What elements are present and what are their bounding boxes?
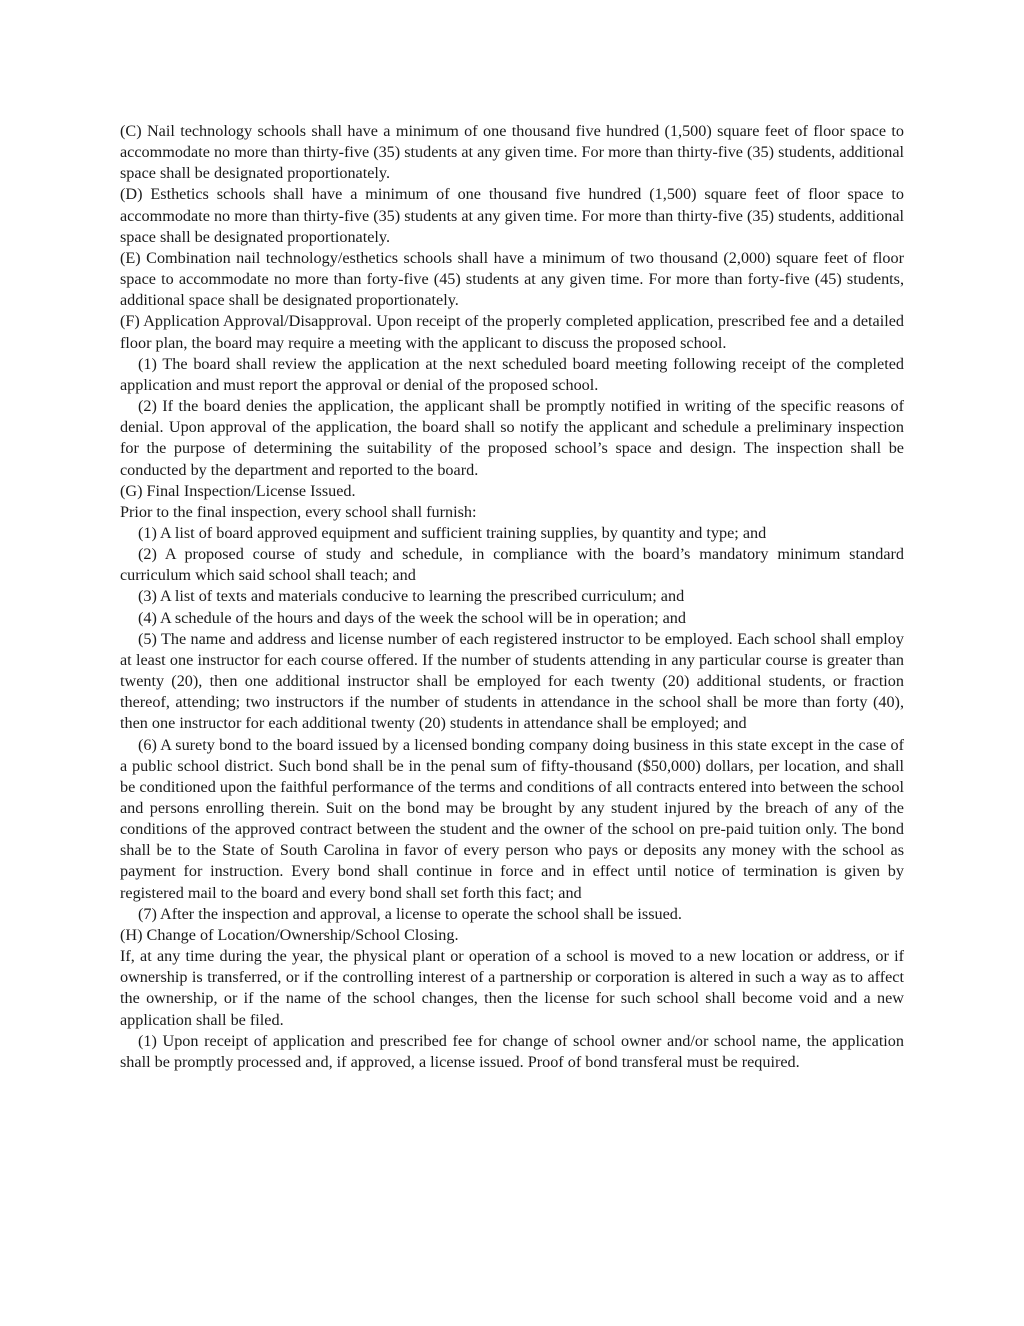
paragraph-h-intro: If, at any time during the year, the physical plant or operation of a school is moved to a new location or address, or if ownership is transferred, or if the controlling interest of a partnership or corporation is altered in such a way as to affect the ownership, or if the name of the school changes, then the license for such school shall become void and a new application shall be filed. bbox=[120, 947, 904, 1029]
heading-g-final-inspection: (G) Final Inspection/License Issued. bbox=[120, 481, 356, 500]
paragraph-e-combination: (E) Combination nail technology/esthetics schools shall have a minimum of two thousand (2,000) square feet of floor space to accommodate no more than forty-five (45) students at any given time. For more than forty-five (45) students, additional space shall be designated proportionately. bbox=[120, 248, 904, 310]
paragraph-g-intro: Prior to the final inspection, every school shall furnish: bbox=[120, 502, 477, 521]
paragraph-g-2: (2) A proposed course of study and schedule, in compliance with the board’s mandatory minimum standard curriculum which said school shall teach; and bbox=[120, 545, 904, 585]
paragraph-f-application-approval: (F) Application Approval/Disapproval. Upon receipt of the properly completed application, prescribed fee and a detailed floor plan, the board may require a meeting with the applicant to discuss the proposed school. bbox=[120, 312, 904, 352]
paragraph-f-2: (2) If the board denies the application, the applicant shall be promptly notified in writing of the specific reasons of denial. Upon approval of the application, the board shall so notify the applicant and schedule a preliminary inspection for the purpose of determining the suitability of the proposed school’s space and design. The inspection shall be conducted by the department and reported to the board. bbox=[120, 397, 904, 479]
paragraph-g-7: (7) After the inspection and approval, a license to operate the school shall be issued. bbox=[138, 904, 682, 923]
paragraph-f-1: (1) The board shall review the application at the next scheduled board meeting following receipt of the completed application and must report the approval or denial of the proposed school. bbox=[120, 354, 904, 394]
heading-h-change-of-location: (H) Change of Location/Ownership/School Closing. bbox=[120, 925, 459, 944]
paragraph-g-4: (4) A schedule of the hours and days of the week the school will be in operation; and bbox=[138, 608, 686, 627]
paragraph-c-nail-technology: (C) Nail technology schools shall have a minimum of one thousand five hundred (1,500) square feet of floor space to accommodate no more than thirty-five (35) students at any given time. For more than thirty-five (35) students, additional space shall be designated proportionately. bbox=[120, 122, 904, 183]
paragraph-g-1: (1) A list of board approved equipment and sufficient training supplies, by quantity and type; and bbox=[138, 523, 767, 542]
document-page bbox=[120, 121, 904, 1073]
paragraph-g-3: (3) A list of texts and materials conducive to learning the prescribed curriculum; and bbox=[138, 587, 685, 606]
paragraph-d-esthetics: (D) Esthetics schools shall have a minimum of one thousand five hundred (1,500) square feet of floor space to accommodate no more than thirty-five (35) students at any given time. For more than thirty-five (35) students, additional space shall be designated proportionately. bbox=[120, 185, 904, 246]
paragraph-h-1: (1) Upon receipt of application and prescribed fee for change of school owner and/or school name, the application shall be promptly processed and, if approved, a license issued. Proof of bond transferal must be required. bbox=[120, 1031, 904, 1071]
paragraph-g-5: (5) The name and address and license number of each registered instructor to be employed. Each school shall employ at least one instructor for each course offered. If the number of students attending in any particular course is greater than twenty (20), then one additional instructor shall be employed for each twenty (20) additional students, or fraction thereof, attending; two instructors if the number of students in attendance in the school shall be more than forty (40), then one instructor for each additional twenty (20) students in attendance shall be employed; and bbox=[120, 629, 904, 733]
paragraph-g-6: (6) A surety bond to the board issued by a licensed bonding company doing business in this state except in the case of a public school district. Such bond shall be in the penal sum of fifty-thousand ($50,000) dollars, per location, and shall be conditioned upon the faithful performance of the terms and conditions of all contracts entered into between the school and persons enrolling therein. Suit on the bond may be brought by any student injured by the breach of any of the conditions of the approved contract between the student and the owner of the school on pre-paid tuition only. The bond shall be to the State of South Carolina in favor of every person who pays or deposits any money with the school as payment for instruction. Every bond shall continue in force and in effect until notice of termination is given by registered mail to the board and every bond shall set forth this fact; and bbox=[120, 735, 904, 902]
